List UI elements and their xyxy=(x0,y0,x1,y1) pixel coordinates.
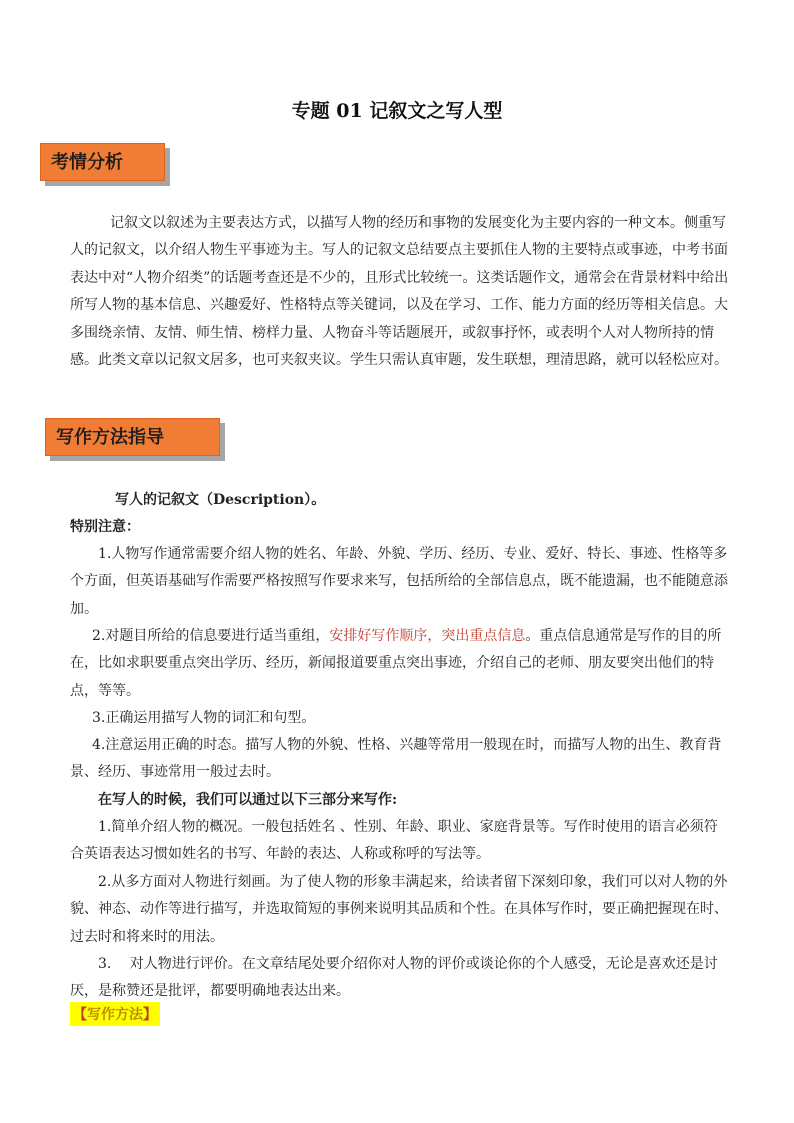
tag-bracket-open: 【 xyxy=(73,1007,87,1023)
part-2: 2.从多方面对人物进行刻画。为了使人物的形象丰满起来，给读者留下深刻印象，我们可以对人物的外貌、神态、动作等进行描写，并选取简短的事例来说明其品质和个性。在具体写作时，要正确把握现在时、过去时和将来时的用法。 xyxy=(70,874,728,945)
document-title: 专题 01 记叙文之写人型 xyxy=(291,100,503,122)
section-heading-exam-analysis: 考情分析 xyxy=(40,143,165,181)
section-heading-writing-guide: 写作方法指导 xyxy=(45,418,220,456)
point-1: 1.人物写作通常需要介绍人物的姓名、年龄、外貌、学历、经历、专业、爱好、特长、事迹、性格等多个方面，但英语基础写作需要严格按照写作要求来写，包括所给的全部信息点，既不能遗漏，也不能随意添加。 xyxy=(70,546,728,617)
point-4: 4.注意运用正确的时态。描写人物的外貌、性格、兴趣等常用一般现在时，而描写人物的出生、教育背景、经历、事迹常用一般过去时。 xyxy=(70,737,722,781)
guide-subtitle: 写人的记叙文（Description）。 xyxy=(115,492,326,508)
point-2-text-a: 2.对题目所给的信息要进行适当重组， xyxy=(92,628,330,644)
part-1: 1.简单介绍人物的概况。一般包括姓名 、性别、年龄、职业、家庭背景等。写作时使用的语言必须符合英语表达习惯如姓名的书写、年龄的表达、人称或称呼的写法等。 xyxy=(70,819,718,863)
tag-bracket-close: 】 xyxy=(143,1007,157,1023)
writing-method-tag xyxy=(70,1002,160,1026)
tag-text: 写作方法 xyxy=(87,1007,143,1023)
intro-paragraph: 记叙文以叙述为主要表达方式，以描写人物的经历和事物的发展变化为主要内容的一种文本。侧重写人的记叙文，以介绍人物生平事迹为主。写人的记叙文总结要点主要抓住人物的主要特点或事迹，中考书面表达中对“人物介绍类”的话题考查还是不少的，且形式比较统一。这类话题作文，通常会在背景材料中给出所写人物的基本信息、兴趣爱好、性格特点等关键词，以及在学习、工作、能力方面的经历等相关信息。大多围绕亲情、友情、师生情、榜样力量、人物奋斗等话题展开，或叙事抒怀，或表明个人对人物所持的情感。此类文章以记叙文居多，也可夹叙夹议。学生只需认真审题，发生联想，理清思路，就可以轻松应对。 xyxy=(70,215,729,369)
part-3: 3. 对人物进行评价。在文章结尾处要介绍你对人物的评价或谈论你的个人感受，无论是喜欢还是讨厌，是称赞还是批评，都要明确地表达出来。 xyxy=(70,956,718,1000)
point-2-text-b: 。重点信息通常是写作的目的所在，比如求职要重点突出学历、经历，新闻报道要重点突出事迹，介绍自己的老师、朋友要突出他们的特点，等等。 xyxy=(70,628,722,699)
point-3: 3.正确运用描写人物的词汇和句型。 xyxy=(92,710,316,726)
parts-intro: 在写人的时候，我们可以通过以下三部分来写作: xyxy=(98,792,398,808)
note-label: 特别注意： xyxy=(70,519,140,535)
point-2 xyxy=(70,623,730,705)
point-2-highlight: 安排好写作顺序，突出重点信息 xyxy=(329,628,526,644)
